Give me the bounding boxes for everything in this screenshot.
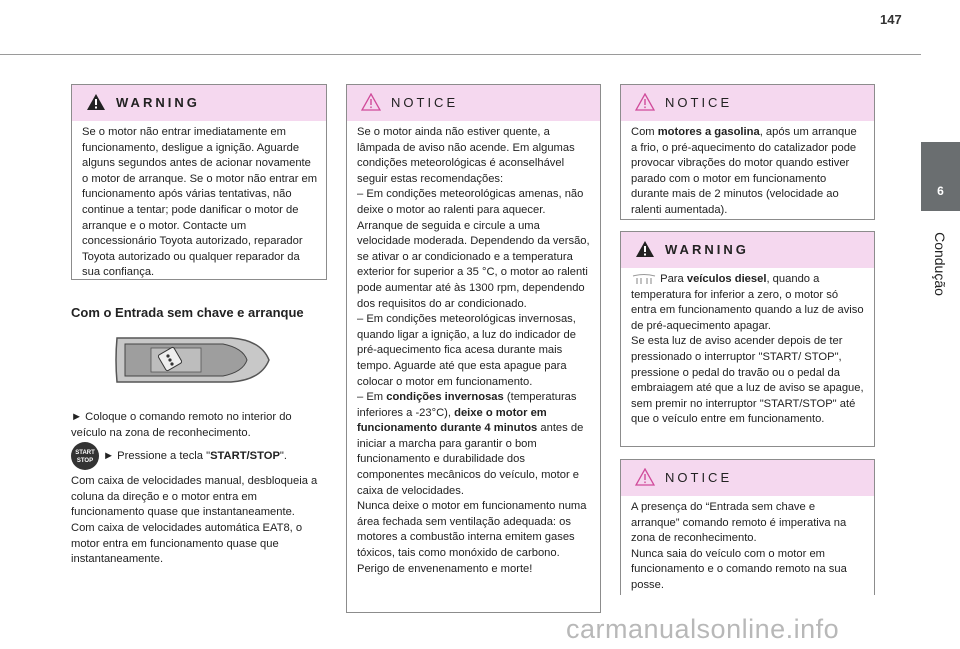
notice-p2: – Em condições meteorológicas amenas, não deixe o motor ao ralenti para aquecer. Arranque de seguida e circule a uma velocidade moderada. Dependendo da versão, se ativar o ar condicionado e a temperatura exterior for superior a 35 °C, o motor ao ralenti pode aumentar até às 1300 rpm, dependendo dos requisitos do ar condicionado. (357, 188, 590, 310)
notice-p4-bold2: deixe o motor em funcionamento durante 4 minutos (357, 406, 547, 435)
notice-p1: Se o motor ainda não estiver quente, a lâmpada de aviso não acende. Em algumas condições meteorológicas é aconselhável seguir estas recomendações: (357, 126, 575, 185)
warning-body (72, 121, 326, 281)
chapter-title: Condução (932, 232, 948, 296)
warning-box-right (620, 231, 875, 447)
automatic-gearbox-text: Com caixa de velocidades automática EAT8, o motor entra em funcionamento quase que instantaneamente. (71, 522, 303, 566)
notice-title: NOTICE (665, 470, 733, 485)
warning-title: WARNING (665, 242, 749, 257)
step-2-prefix: ► Pressione a tecla " (103, 449, 211, 462)
chapter-tab: 6 (921, 142, 960, 211)
start-stop-icon: START STOP (71, 442, 99, 470)
notice-p3: – Em condições meteorológicas invernosas, quando ligar a ignição, a luz do indicador de pré-aquecimento fica acesa durante mais tempo. Aguarde até que esta apague para colocar o motor em funcionamento. (357, 313, 576, 388)
notice-body (621, 496, 874, 594)
notice-header (347, 85, 600, 121)
notice-box-middle (346, 84, 601, 613)
notice-p4 (357, 390, 592, 499)
step-2-key: START/STOP (210, 449, 280, 462)
warning-suffix: , quando a temperatura for inferior a zero, o motor só entra em funcionamento quando a luz de aviso de pré-aquecimento apagar. (631, 273, 864, 332)
notice-text (631, 125, 866, 219)
notice-triangle-icon (361, 93, 381, 111)
notice-body (621, 121, 874, 219)
notice-body (347, 121, 600, 577)
warning-prefix: Para (660, 273, 687, 285)
warning-p2: Se esta luz de aviso acender depois de ter pressionado o interruptor "START/ STOP", pressione o pedal do travão ou o pedal da embraiagem até que a luz de aviso se apague, sem premir no interruptor "START/STOP" até que o veículo entre em funcionamento. (631, 335, 864, 426)
car-top-view-icon (111, 330, 273, 390)
notice-header (621, 85, 874, 121)
warning-triangle-icon (635, 240, 655, 258)
notice-triangle-icon (635, 93, 655, 111)
warning-header (621, 232, 874, 268)
step-1: ► Coloque o comando remoto no interior do veículo na zona de reconhecimento. (71, 411, 292, 439)
warning-box-left (71, 84, 327, 280)
notice-p4-mid: (temperaturas inferiores a -23°C), (357, 391, 577, 419)
notice-p4-suffix: antes de iniciar a marcha para garantir o bom funcionamento e durabilidade dos componentes mecânicos do veículo, motor e caixa de velocidades. (357, 422, 584, 497)
step-2-suffix: ". (279, 449, 288, 462)
warning-body (621, 268, 874, 428)
notice-box-right-bottom (620, 459, 875, 595)
warning-header (72, 85, 326, 121)
notice-p2: Nunca saia do veículo com o motor em funcionamento e o comando remoto na sua posse. (631, 547, 847, 591)
notice-bold: motores a gasolina (657, 126, 760, 138)
step-2 (71, 442, 326, 470)
notice-header (621, 460, 874, 496)
section-title: Com o Entrada sem chave e arranque (71, 305, 304, 320)
manual-gearbox-text: Com caixa de velocidades manual, desbloqueia a coluna da direção e o motor entra em funcionamento quase que instantaneamente. (71, 475, 318, 519)
notice-p5: Nunca deixe o motor em funcionamento numa área fechada sem ventilação adequada: os motores a combustão interna emitem gases tóxicos, tais como monóxido de carbono. Perigo de envenenamento e morte! (357, 500, 587, 575)
page-number: 147 (880, 12, 902, 27)
notice-prefix: Com (631, 126, 658, 138)
warning-text: Se o motor não entrar imediatamente em funcionamento, desligue a ignição. Aguarde alguns segundos antes de acionar novamente o motor de arranque. Se o motor não entrar em funcionamento após várias tentativas, não continue a tentar; pode danificar o motor de arranque e o motor. Contacte um concessionário Toyota autorizado, reparador Toyota autorizado ou qualquer reparador da sua confiança. (82, 126, 318, 279)
notice-title: NOTICE (665, 95, 733, 110)
notice-box-right-top (620, 84, 875, 220)
warning-bold: veículos diesel (686, 273, 767, 285)
notice-p4-prefix: – Em (357, 391, 387, 404)
notice-p4-bold1: condições invernosas (386, 391, 504, 404)
warning-text (631, 272, 866, 334)
notice-title: NOTICE (391, 95, 459, 110)
warning-title: WARNING (116, 95, 200, 110)
notice-triangle-icon (635, 468, 655, 486)
header-rule (0, 54, 921, 55)
watermark: carmanualsonline.info (566, 614, 840, 644)
notice-suffix: , após um arranque a frio, o pré-aquecimento do catalizador pode provocar vibrações do motor quando estiver parado com o motor em funcionamento durante mais de 2 minutos (velocidade ao ralenti aumentada). (631, 126, 857, 216)
warning-triangle-icon (86, 93, 106, 111)
preheating-glow-plug-icon (631, 272, 657, 286)
notice-p1: A presença do “Entrada sem chave e arranque” comando remoto é imperativa na zona de reconhecimento. (631, 501, 847, 545)
